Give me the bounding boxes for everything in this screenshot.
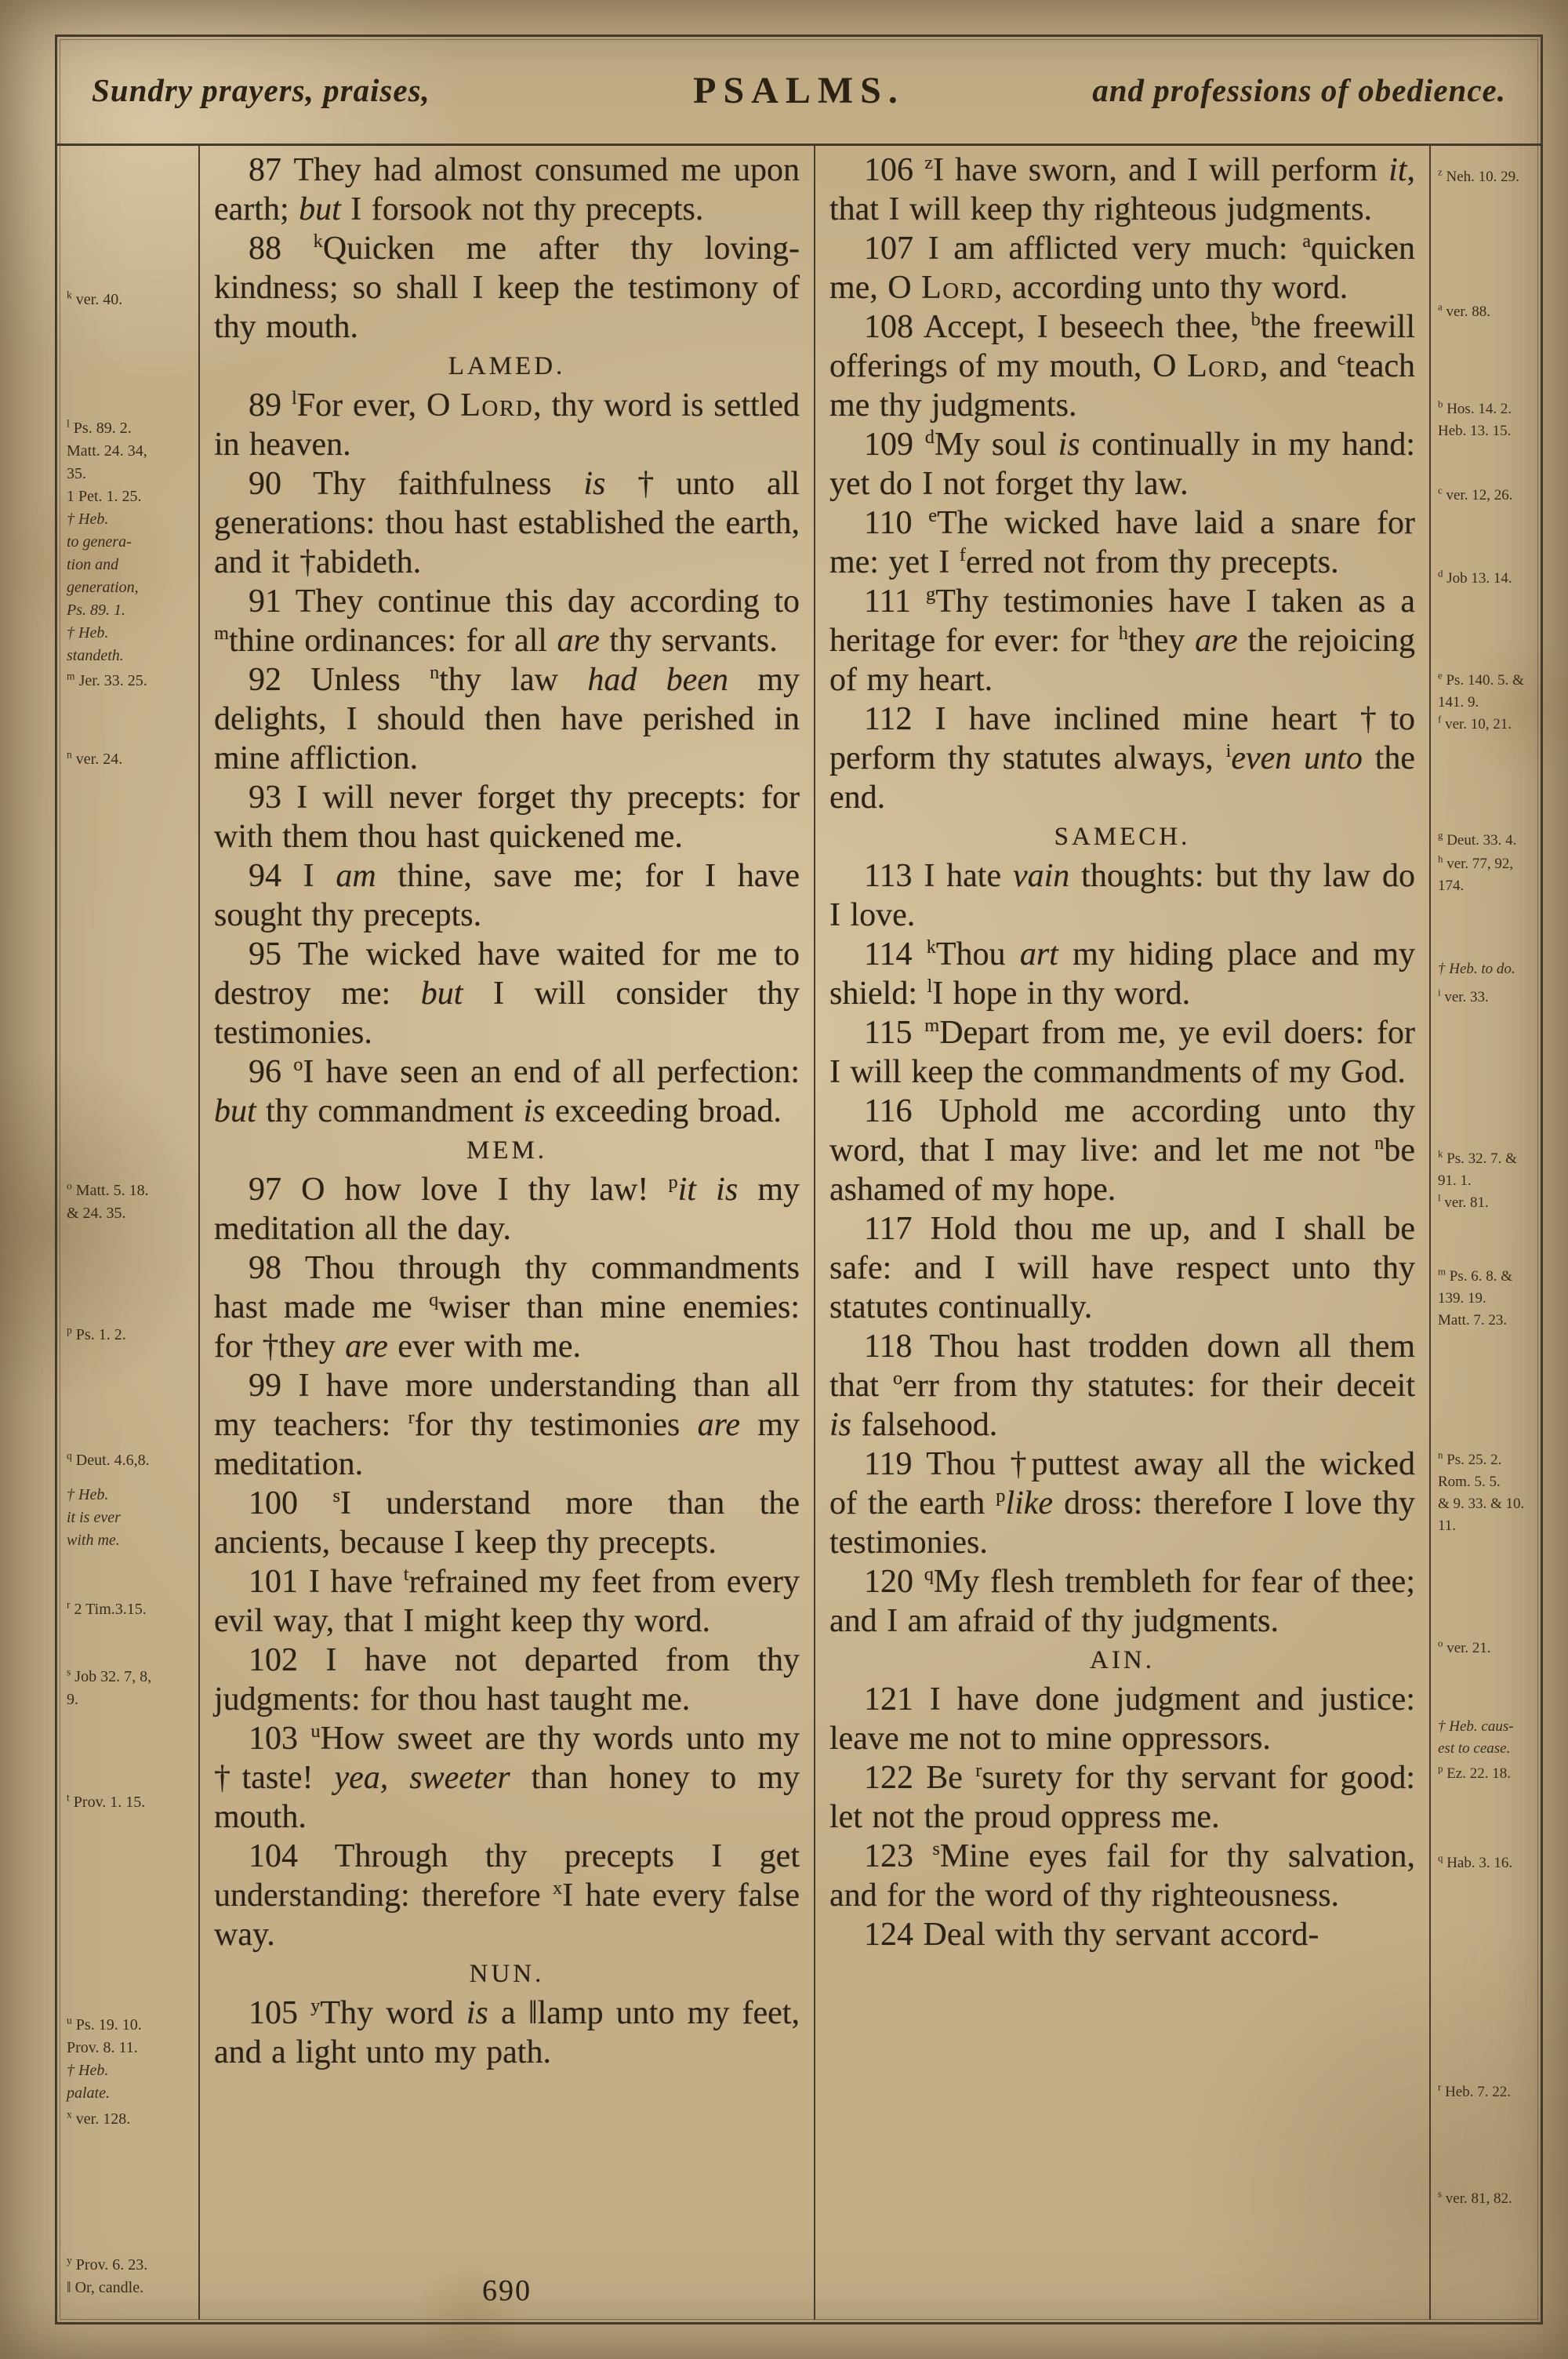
reference-letter: t [403,1564,409,1585]
verse-text: I forsook not thy precepts. [340,191,704,227]
verse-number: 120 [864,1564,924,1600]
reference-letter: l [291,387,297,409]
verse-number: 117 [864,1211,931,1247]
verse-text: I have more understanding than all my teachers: [214,1368,800,1443]
verse-text: teach me thy judgments. [829,348,1415,423]
margin-references-right [1431,146,1541,2320]
verse-number: 123 [864,1838,933,1874]
verse-text: thy servants. [599,623,778,659]
verse-number: 109 [864,427,925,463]
margin-note: $^s$ ver. 81, 82. [1438,2187,1512,2207]
verse-text: I hate [924,858,1013,894]
verse-text: err from thy statutes: for their deceit [902,1368,1416,1404]
verse [214,935,800,1052]
verse [214,1994,800,2072]
margin-note: $^t$ Prov. 1. 15. [67,1791,146,1811]
verse-number: 112 [864,701,935,737]
verse-text: exceeding broad. [545,1093,782,1129]
verse [829,1758,1415,1837]
verse-number: 101 [249,1564,309,1600]
reference-letter: f [1438,713,1442,725]
verse-number: 89 [249,387,292,423]
verse-number: 97 [249,1172,302,1208]
margin-note: $^u$ Ps. 19. 10. Prov. 8. 11. [67,2014,142,2056]
verse [214,1719,800,1837]
verse [829,229,1415,307]
margin-note: $^m$ Ps. 6. 8. & 139. 19. Matt. 7. 23. [1438,1265,1513,1329]
verse-text: the freewill offerings of my mouth, O [829,309,1416,384]
verse-text: my meditation. [214,1407,800,1482]
reference-letter: x [67,2108,72,2121]
margin-note: $^q$ Hab. 3. 16. [1438,1852,1513,1871]
verse-text: surety for thy servant for good: let not the proud oppress me. [829,1760,1416,1835]
reference-letter: q [1438,1852,1443,1864]
verse-text: Thy testimonies have I taken as a heritage for ever: for [829,583,1415,659]
reference-letter: z [1438,165,1443,178]
verse-number: 118 [864,1329,930,1365]
verse-text: are [1195,623,1238,659]
section-heading: SAMECH. [1054,823,1191,851]
verse [214,582,800,660]
text-column-left [200,146,814,2320]
verse-number: 124 [864,1917,924,1953]
verse-text: is [1058,427,1080,463]
verse [214,1366,800,1484]
verse-text: is [583,466,606,502]
verse-number: 98 [249,1250,305,1286]
reference-letter: m [924,1015,940,1036]
reference-letter: e [1438,669,1443,682]
margin-note: $^o$ Matt. 5. 18. & 24. 35. [67,1180,149,1222]
verse-text: the end. [829,740,1416,816]
verse-number: 107 [864,231,928,267]
verse-text: I have done judgment and justice: leave me not to mine oppressors. [829,1681,1415,1757]
reference-letter: l [67,417,70,430]
reference-letter: h [1118,623,1128,644]
verse-text: like [1005,1485,1054,1521]
reference-letter: u [310,1721,321,1742]
verse-text: , thy word is settled in heaven. [214,387,800,463]
verse-number: 87 [249,152,294,188]
verse-number: 121 [864,1681,930,1717]
verse [214,856,800,935]
verse-text: I will consider thy testimonies. [214,976,800,1051]
verse [829,1327,1415,1445]
verse [829,425,1415,503]
reference-letter: g [926,583,936,605]
margin-note: $^e$ Ps. 140. 5. & 141. 9. $^f$ ver. 10, 21. [1438,669,1524,732]
text-column-right [815,146,1429,2320]
reference-letter: m [214,623,229,644]
page-number: 690 [482,2274,532,2307]
verse-text: For ever, O [296,387,461,423]
verse [214,229,800,347]
reference-letter: r [67,1598,71,1611]
margin-note: $^g$ Deut. 33. 4. [1438,829,1517,849]
margin-note: $^y$ Prov. 6. 23. ‖ Or, candle. [67,2254,148,2296]
verse-number: 90 [249,466,314,502]
margin-note: $^o$ ver. 21. [1438,1637,1491,1656]
reference-letter: q [924,1564,934,1585]
reference-letter: m [67,670,75,682]
margin-note: $^x$ ver. 128. [67,2108,131,2128]
margin-note: † Heb. to genera- tion and generation, Ps. 89. 1. [67,511,139,619]
verse-text: my hiding place and my shield: [829,936,1416,1012]
verse-number: 106 [864,152,925,188]
verse-text: My flesh trembleth for fear of thee; and I am afraid of thy judgments. [829,1564,1415,1639]
verse-text: thy commandment [256,1093,524,1129]
verse-number: 115 [864,1015,925,1051]
verse-text: dross: therefore I love thy testimonies. [829,1485,1415,1561]
margin-note: $^n$ ver. 24. [67,748,123,768]
verse-text: my meditation all the day. [214,1172,800,1247]
verse-number: 108 [864,309,924,345]
verse-text: ever with me. [387,1329,581,1365]
margin-note: $^m$ Jer. 33. 25. [67,670,147,689]
verse-text: , that I will keep thy righteous judgments. [829,152,1416,227]
verse-text: but [420,976,463,1012]
verse [829,1445,1415,1562]
reference-letter: y [67,2254,72,2266]
verse-text: yea, sweeter [334,1760,510,1796]
verse-text: the rejoicing of my heart. [829,623,1415,698]
verse-number: 102 [249,1642,326,1678]
verse-text: I will never forget thy precepts: for with them thou hast quickened me. [214,780,800,855]
reference-letter: p [67,1324,72,1336]
verse [214,1249,800,1366]
verse-text: How sweet are thy words unto my †taste! [214,1721,800,1796]
margin-note: $^z$ Neh. 10. 29. [1438,165,1519,185]
verse-text: , according unto thy word. [994,270,1348,306]
verse-text: is [466,1995,488,2031]
verse [829,1562,1415,1641]
verse-text: Thy faithfulness [313,466,584,502]
reference-letter: s [332,1485,340,1507]
verse-text: refrained my feet from every evil way, that I might keep thy word. [214,1564,800,1639]
verse [829,582,1415,700]
reference-letter: g [1438,829,1443,841]
reference-letter: b [1438,398,1443,410]
reference-letter: q [67,1449,72,1462]
verse [829,1092,1415,1209]
reference-letter: o [893,1368,903,1389]
verse-text: even unto [1231,740,1363,776]
reference-letter: n [1438,1448,1443,1461]
verse-text: thine ordinances: for all [228,623,557,659]
verse [214,386,800,464]
verse-text: I am afflicted very much: [927,231,1303,267]
reference-letter: k [926,936,936,958]
verse-text: they [1127,623,1196,659]
verse-text: erred not from thy precepts. [965,544,1339,580]
margin-note: † Heb. it is ever with me. [67,1486,121,1549]
margin-note: $^s$ Job 32. 7, 8, 9. [67,1666,152,1708]
verse-text: art [1019,936,1058,972]
reference-letter: o [293,1054,303,1075]
reference-letter: i [1438,986,1441,998]
verse-text: falsehood. [851,1407,998,1443]
verse-text: Thou through thy commandments hast made me [214,1250,800,1325]
verse [214,660,800,778]
verse-text: They continue this day according to [295,583,800,620]
verse-text: The wicked have laid a snare for me: yet I [829,505,1415,580]
margin-note: $^d$ Job 13. 14. [1438,567,1512,587]
verse-text: Deal with thy servant accord- [923,1917,1319,1953]
verse-number: 92 [249,662,311,698]
reference-letter: l [927,976,933,997]
reference-letter: l [1438,1191,1441,1204]
verse-text: thine, save me; for I have sought thy precepts. [214,858,800,933]
verse-number: 111 [864,583,927,620]
verse-text: be ashamed of my hope. [829,1132,1415,1208]
reference-letter: t [67,1791,70,1804]
reference-letter: r [975,1760,982,1781]
verse-text: Through thy precepts I get understanding: therefore [214,1838,800,1914]
reference-letter: c [1438,484,1443,496]
verse-text: Thou †puttest away all the wicked of the earth [829,1446,1415,1521]
verse [829,856,1415,935]
verse-text: I have [308,1564,404,1600]
verse [829,1209,1415,1327]
margin-note: $^p$ Ez. 22. 18. [1438,1762,1511,1782]
margin-note: $^k$ Ps. 32. 7. & 91. 1. $^l$ ver. 81. [1438,1147,1517,1211]
verse-text: Thou [935,936,1020,972]
reference-letter: m [1438,1265,1446,1278]
verse [829,1013,1415,1092]
verse-number: 114 [864,936,927,972]
margin-note: $^q$ Deut. 4.6,8. [67,1449,150,1469]
section-heading: LAMED. [448,352,566,380]
verse [829,307,1415,425]
verse-text: Thy word [320,1995,466,2031]
reference-letter: c [1337,348,1346,369]
verse [829,700,1415,817]
verse-number: 91 [249,583,296,620]
reference-letter: o [1438,1637,1443,1649]
verse-text: continually in my hand: yet do I not forget thy law. [829,427,1416,502]
verse-text: than honey to my mouth. [214,1760,800,1835]
verse-text: Uphold me according unto thy word, that I may live: and let me not [829,1093,1415,1169]
margin-note: $^r$ Heb. 7. 22. [1438,2081,1511,2100]
verse-text: †unto all generations: thou hast established the earth, and it †abideth. [214,466,800,580]
verse-text: a ‖lamp unto my feet, and a light unto my path. [214,1995,800,2070]
margin-note: $^r$ 2 Tim.3.15. [67,1598,147,1618]
verse-text: Hold thou me up, and I shall be safe: and I will have respect unto thy statutes continually. [829,1211,1415,1325]
reference-letter: z [924,152,934,173]
verse-text: but [299,191,341,227]
verse-text: Lord [1187,348,1261,384]
verse [214,464,800,582]
margin-note: $^l$ Ps. 89. 2. Matt. 24. 34, 35. 1 Pet. 1. 25. [67,417,147,505]
verse-text: I have sworn, and I will perform [933,152,1389,188]
verse-text: it [1388,152,1407,188]
verse-text: They had almost consumed me upon earth; [214,152,800,227]
margin-note: $^c$ ver. 12, 26. [1438,484,1513,503]
verse-text: are [697,1407,741,1443]
verse-text: quicken me, O [829,231,1415,306]
verse-number: 116 [864,1093,939,1129]
reference-letter: k [313,231,323,252]
verse-text: O how love I thy law! [301,1172,669,1208]
verse [829,151,1415,229]
running-head-left: Sundry prayers, praises, [92,72,430,108]
verse-text: , and [1260,348,1338,384]
verse-number: 105 [249,1995,311,2031]
verse-text: had been [587,662,728,698]
verse [214,1052,800,1131]
verse [829,1915,1415,1954]
verse-text: it is [677,1172,739,1208]
reference-letter: o [67,1180,72,1192]
margin-note: † Heb. to do. [1438,961,1515,977]
reference-letter: i [1225,740,1232,761]
verse-number: 103 [249,1721,311,1757]
reference-letter: d [1438,567,1443,580]
margin-note: $^k$ ver. 40. [67,289,123,308]
margin-note: $^p$ Ps. 1. 2. [67,1324,126,1343]
reference-letter: a [1438,300,1443,313]
verse-text: Accept, I beseech thee, [923,309,1251,345]
verse-text: Unless [310,662,430,698]
running-head-right: and professions of obedience. [1092,72,1506,108]
reference-letter: k [67,289,72,301]
verse-text: Quicken me after thy loving-kindness; so shall I keep the testimony of thy mouth. [214,231,800,345]
running-head [57,37,1541,146]
verse-text: I hope in thy word. [932,976,1191,1012]
reference-letter: y [310,1995,321,2016]
verse-text: Be [926,1760,976,1796]
verse-text: my delights, I should then have perished in mine affliction. [214,662,800,776]
verse [214,1562,800,1641]
verse-number: 122 [864,1760,927,1796]
reference-letter: p [996,1485,1006,1507]
margin-note: $^a$ ver. 88. [1438,300,1490,320]
margin-note: † Heb. standeth. [67,624,124,664]
verse [214,1484,800,1562]
verse-text: Mine eyes fail for thy salvation, and for the word of thy righteousness. [829,1838,1416,1914]
verse-number: 96 [249,1054,294,1090]
verse [829,1680,1415,1758]
verse-text: My soul [934,427,1058,463]
verse-text: I have seen an end of all perfection: [303,1054,800,1090]
reference-letter: s [932,1838,940,1859]
page-content [57,146,1541,2320]
reference-letter: k [1438,1147,1443,1160]
verse [829,935,1415,1013]
verse-text: is [829,1407,852,1443]
section-heading: MEM. [466,1136,548,1165]
verse-text: for thy testimonies [414,1407,698,1443]
verse-text: thoughts: but thy law do I love. [829,858,1415,933]
verse-number: 95 [249,936,298,972]
reference-letter: b [1250,309,1261,330]
verse-text: I [303,858,336,894]
margin-references-left [57,146,198,2320]
margin-note: $^i$ ver. 33. [1438,986,1489,1005]
verse-text: is [523,1093,546,1129]
verse [214,1641,800,1719]
verse-text: Depart from me, ye evil doers: for I will keep the commandments of my God. [829,1015,1415,1090]
verse-text: are [557,623,600,659]
verse-text: I have not departed from thy judgments: for thou hast taught me. [214,1642,800,1717]
reference-letter: x [553,1877,563,1899]
reference-letter: n [430,662,440,683]
verse-number: 94 [249,858,303,894]
reference-letter: p [1438,1762,1443,1775]
verse-text: vain [1013,858,1070,894]
verse-number: 119 [864,1446,927,1482]
verse-text: wiser than mine enemies: for †they [214,1289,800,1365]
verse-text: I understand more than the ancients, because I keep thy precepts. [214,1485,800,1561]
reference-letter: h [1438,852,1443,865]
reference-letter: f [959,544,966,565]
reference-letter: s [1438,2187,1443,2200]
reference-letter: r [408,1407,415,1428]
reference-letter: u [67,2014,72,2026]
verse-text: Lord [460,387,534,423]
verse-number: 104 [249,1838,335,1874]
verse-number: 110 [864,505,929,541]
margin-note: $^h$ ver. 77, 92, 174. [1438,852,1514,894]
verse [214,1170,800,1249]
verse-text: am [336,858,376,894]
verse-text: Lord [921,270,995,306]
running-head-title: PSALMS. [693,69,905,111]
verse-text: Thou hast trodden down all them that [829,1329,1416,1404]
verse [214,151,800,229]
reference-letter: a [1302,231,1312,252]
verse-number: 93 [249,780,297,816]
verse-number: 113 [864,858,924,894]
verse-text: are [345,1329,388,1365]
reference-letter: n [1374,1132,1385,1154]
verse [829,1837,1415,1915]
reference-letter: p [668,1172,678,1193]
margin-note: † Heb. palate. [67,2062,110,2102]
reference-letter: s [67,1666,71,1678]
reference-letter: e [928,505,938,526]
reference-letter: n [67,748,72,761]
verse [829,503,1415,582]
verse [214,1837,800,1954]
margin-note: $^b$ Hos. 14. 2. Heb. 13. 15. [1438,398,1512,439]
verse-text: The wicked have waited for me to destroy me: [214,936,800,1012]
margin-note: $^n$ Ps. 25. 2. Rom. 5. 5. & 9. 33. & 10. 11. [1438,1448,1525,1534]
reference-letter: d [924,427,935,448]
reference-letter: q [429,1289,439,1310]
margin-note: † Heb. caus- est to cease. [1438,1718,1514,1757]
verse-text: I hate every false way. [214,1877,800,1953]
verse-text: but [214,1093,256,1129]
section-heading: NUN. [469,1960,545,1988]
verse-number: 99 [249,1368,299,1404]
page-frame [55,35,1543,2324]
verse-number: 100 [249,1485,333,1521]
verse [214,778,800,856]
verse-number: 88 [249,231,314,267]
reference-letter: r [1438,2081,1442,2093]
verse-text: I have inclined mine heart †to perform thy statutes always, [829,701,1415,776]
verse-text: thy law [439,662,588,698]
section-heading: AIN. [1090,1646,1155,1674]
